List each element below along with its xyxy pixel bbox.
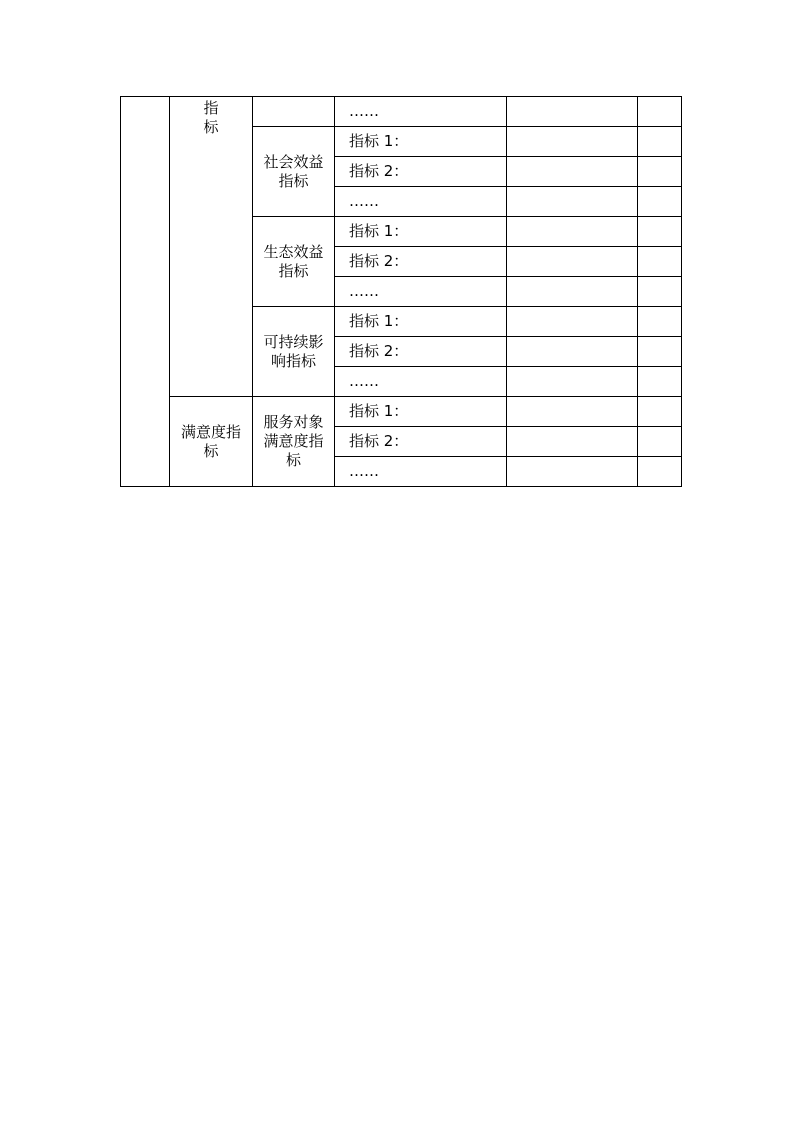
remark-cell[interactable] [638, 397, 682, 427]
remark-cell[interactable] [638, 187, 682, 217]
level3-label-sustainable: 可持续影响指标 [263, 332, 324, 370]
table-row [121, 97, 682, 127]
remark-cell[interactable] [638, 337, 682, 367]
level1-cell-blank [121, 97, 170, 487]
target-value-cell[interactable] [507, 427, 638, 457]
level2-label-satisfaction: 满意度指标 [180, 422, 241, 460]
remark-cell[interactable] [638, 127, 682, 157]
target-value-cell[interactable] [507, 457, 638, 487]
target-value-cell[interactable] [507, 97, 638, 127]
indicator-cell: 指标 2： [335, 337, 507, 367]
level2-label-effect: 指标 [203, 99, 219, 136]
indicator-cell: …… [335, 187, 507, 217]
target-value-cell[interactable] [507, 337, 638, 367]
target-value-cell[interactable] [507, 157, 638, 187]
indicator-cell: 指标 2： [335, 157, 507, 187]
remark-cell[interactable] [638, 97, 682, 127]
remark-cell[interactable] [638, 457, 682, 487]
indicator-cell: 指标 1： [335, 217, 507, 247]
level3-cell-social [253, 127, 335, 217]
indicator-cell: …… [335, 367, 507, 397]
target-value-cell[interactable] [507, 397, 638, 427]
target-value-cell[interactable] [507, 307, 638, 337]
remark-cell[interactable] [638, 217, 682, 247]
remark-cell[interactable] [638, 247, 682, 277]
level3-cell-sustainable [253, 307, 335, 397]
remark-cell[interactable] [638, 307, 682, 337]
target-value-cell[interactable] [507, 127, 638, 157]
level3-label-service-satisfaction: 服务对象满意度指标 [263, 413, 324, 469]
remark-cell[interactable] [638, 367, 682, 397]
remark-cell[interactable] [638, 427, 682, 457]
remark-cell[interactable] [638, 277, 682, 307]
indicator-cell: …… [335, 457, 507, 487]
target-value-cell[interactable] [507, 277, 638, 307]
level3-cell-service-satisfaction [253, 397, 335, 487]
indicator-cell: 指标 2： [335, 427, 507, 457]
target-value-cell[interactable] [507, 217, 638, 247]
performance-indicator-table [120, 96, 682, 487]
level3-cell-ecological [253, 217, 335, 307]
indicator-cell: 指标 1： [335, 127, 507, 157]
indicator-cell: 指标 2： [335, 247, 507, 277]
indicator-cell: …… [335, 277, 507, 307]
target-value-cell[interactable] [507, 247, 638, 277]
target-value-cell[interactable] [507, 187, 638, 217]
level3-cell-blank [253, 97, 335, 127]
remark-cell[interactable] [638, 157, 682, 187]
level2-cell-effect [170, 97, 253, 397]
indicator-cell: …… [335, 97, 507, 127]
level2-cell-satisfaction [170, 397, 253, 487]
level3-label-ecological: 生态效益指标 [263, 242, 324, 280]
level3-label-social: 社会效益指标 [263, 152, 324, 190]
indicator-cell: 指标 1： [335, 307, 507, 337]
indicator-cell: 指标 1： [335, 397, 507, 427]
target-value-cell[interactable] [507, 367, 638, 397]
table-row [121, 397, 682, 427]
